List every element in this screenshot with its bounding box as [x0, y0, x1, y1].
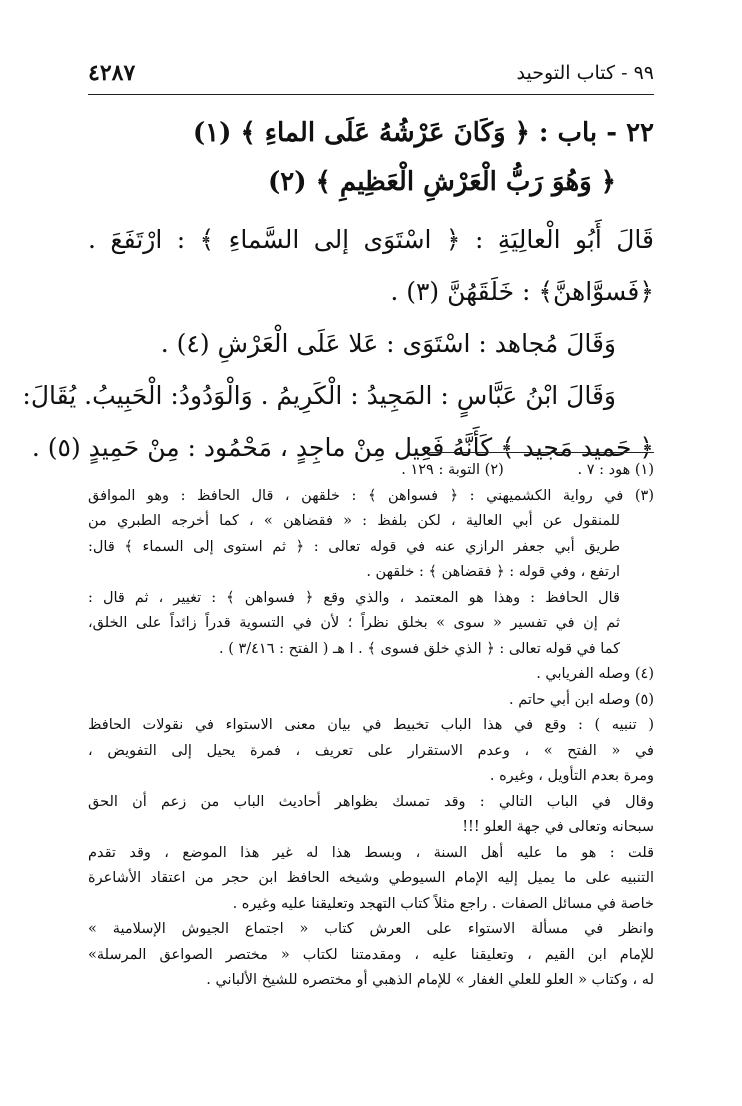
header-rule: [88, 94, 654, 95]
chapter-title: ٩٩ - كتاب التوحيد: [516, 62, 654, 84]
footnote-line: (٥) وصله ابن أبي حاتم .: [509, 691, 654, 708]
main-text: [22, 108, 654, 474]
text-line: قَالَ أَبُو الْعالِيَةِ : ﴿ اسْتَوَى إلى السَّماءِ ﴾ : ارْتَفَعَ .: [88, 225, 654, 254]
note-line: قلت : هو ما عليه أهل السنة ، وبسط هذا له غير هذا الموضع ، وقد تقدم: [88, 844, 654, 861]
footnote-line: للمنقول عن أبي العالية ، لكن بلفظ : « فقضاهن » ، كما أخرجه الطبري من: [88, 513, 620, 529]
footnote-line: طريق أبي جعفر الرازي عنه في قوله تعالى : ﴿ ثم استوى إلى السماء ﴾ قال:: [88, 538, 620, 555]
footnotes: [88, 458, 654, 994]
footnote-separator: [429, 452, 654, 453]
page-number: ٤٢٨٧: [88, 60, 136, 86]
note-line: خاصة في مسائل الصفات . راجع مثلاً كتاب التهجد وتعليقنا عليه وغيره .: [232, 895, 654, 912]
footnote-line: (٣) في رواية الكشميهني : ﴿ فسواهن ﴾ : خلقهن ، قال الحافظ : وهو الموافق: [88, 487, 654, 504]
footnote-line: ثم إن في تفسير « سوى » بخلق نظراً ؛ لأن في التسوية قدراً زائداً على الخلق،: [88, 615, 620, 631]
note-line: التنبيه على ما يميل إليه الإمام السيوطي وشيخه الحافظ ابن حجر من اعتقاد الأشاعرة: [88, 870, 654, 886]
text-line: ﴿ حَميد مَجيد ﴾ كَأَنَّهُ فَعِيل مِنْ ماجِدٍ ، مَحْمُود : مِنْ حَمِيدٍ (٥) .: [31, 433, 654, 462]
note-line: ( تنبيه ) : وقع في هذا الباب تخبيط في بيان معنى الاستواء في نقولات الحافظ: [88, 717, 654, 733]
footnote-line: كما في قوله تعالى : ﴿ الذي خلق فسوى ﴾ . ا هـ ( الفتح : ٣/٤١٦ ) .: [218, 640, 620, 657]
text-line: وَقَالَ ابْنُ عَبَّاسٍ : المَجِيدُ : الْكَرِيمُ . وَالْوَدُودُ: الْحَبِيبُ. يُقَالَ:: [22, 381, 616, 410]
chapter-heading: ٢٢ - باب : ﴿ وَكَانَ عَرْشُهُ عَلَى الماءِ ﴾ (١): [192, 118, 654, 148]
chapter-subheading: ﴿ وَهُوَ رَبُّ الْعَرْشِ الْعَظِيمِ ﴾ (٢): [267, 167, 616, 197]
note-line: للإمام ابن القيم ، وتعليقنا عليه ، ومقدمتنا لكتاب « مختصر الصواعق المرسلة»: [88, 946, 654, 963]
note-line: وانظر في مسألة الاستواء على العرش كتاب « اجتماع الجيوش الإسلامية »: [88, 921, 654, 937]
running-header: [88, 62, 654, 92]
note-line: له ، وكتاب « العلو للعلي الغفار » للإمام الذهبي أو مختصره للشيخ الألباني .: [206, 972, 654, 988]
text-line: وَقَالَ مُجاهد : اسْتَوَى : عَلا عَلَى الْعَرْشِ (٤) .: [160, 329, 616, 358]
note-line: في « الفتح » ، وعدم الاستقرار على تعريف ، فمرة يحيل إلى التفويض ،: [88, 742, 654, 759]
note-line: سبحانه وتعالى في جهة العلو !!!: [462, 819, 654, 835]
footnote-line: قال الحافظ : وهذا هو المعتمد ، والذي وقع ﴿ فسواهن ﴾ : تغيير ، ثم قال :: [88, 589, 620, 606]
text-line: ﴿فَسوَّاهنَّ﴾ : خَلَقَهُنَّ (٣) .: [390, 277, 654, 306]
note-line: وقال في الباب التالي : وقد تمسك بظواهر أحاديث الباب من زعم أن الحق: [88, 793, 654, 810]
footnote-line: (٤) وصله الفريابي .: [536, 666, 654, 682]
footnote-line: (١) هود : ٧ . (٢) التوبة : ١٢٩ .: [401, 462, 654, 478]
footnote-line: ارتفع ، وفي قوله : ﴿ فقضاهن ﴾ : خلقهن .: [366, 564, 620, 580]
note-line: ومرة بعدم التأويل ، وغيره .: [489, 768, 654, 784]
